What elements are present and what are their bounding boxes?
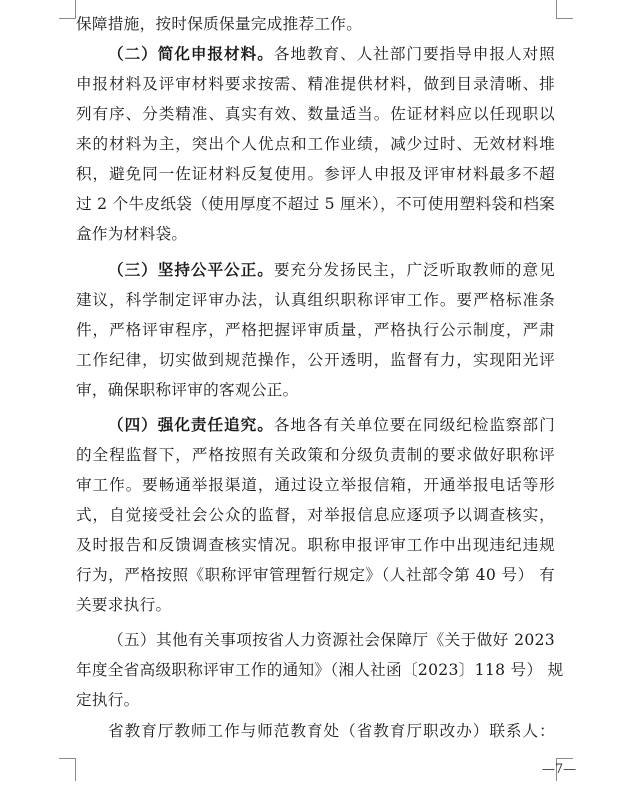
section-text: 各地各有关单位要在同级纪检监察部门 — [273, 416, 555, 434]
section-heading-line — [108, 39, 555, 69]
body-line: 建议，科学制定评审办法，认真组织职称评审工作。要严格标准条 — [76, 291, 555, 309]
body-line: 的全程监督下，严格按照有关政策和分级负责制的要求做好职称评 — [76, 446, 555, 464]
body-line: 审工作。要畅通举报渠道，通过设立举报信箱，开通举报电话等形 — [76, 476, 555, 494]
body-line: 关要求执行。 — [76, 596, 172, 614]
body-line: 及时报告和反馈调查核实情况。职称申报评审工作中出现违纪违规 — [76, 536, 555, 554]
section-heading: （二）简化申报材料。 — [108, 44, 274, 63]
body-line: （五）其他有关事项按省人力资源社会保障厅《关于做好 2023 — [108, 631, 555, 649]
section-text: 各地教育、人社部门要指导申报人对照 — [273, 45, 555, 63]
body-line: 申报材料及评审材料要求按需、精准提供材料，做到目录清晰、排 — [76, 75, 555, 93]
body-line: 列有序、分类精准、真实有效、数量适当。佐证材料应以任现职以 — [76, 105, 555, 123]
body-line: 来的材料为主，突出个人优点和工作业绩，减少过时、无效材料堆 — [76, 135, 555, 153]
body-line: 积，避免同一佐证材料反复使用。参评人申报及评审材料最多不超 — [76, 165, 555, 183]
body-line: 行为，严格按照《职称评审管理暂行规定》（人社部令第 40 号） 有 — [76, 566, 555, 584]
section-text: 要充分发扬民主，广泛听取教师的意见 — [273, 261, 555, 279]
section-heading-line — [108, 410, 555, 440]
section-heading-line — [108, 255, 555, 285]
body-line: 式，自觉接受社会公众的监督，对举报信息应逐项予以调查核实， — [76, 506, 555, 524]
body-line: 年度全省高级职称评审工作的通知》（湘人社函〔2023〕118 号） 规 — [76, 661, 564, 679]
body-line: 省教育厅教师工作与师范教育处（省教育厅职改办）联系人： — [108, 722, 555, 740]
section-heading: （三）坚持公平公正。 — [108, 260, 274, 279]
body-line: 工作纪律，切实做到规范操作，公开透明，监督有力，实现阳光评 — [76, 351, 555, 369]
crop-mark-top-left — [59, 0, 76, 19]
crop-mark-bottom-left — [59, 758, 76, 781]
crop-mark-top-right — [556, 0, 573, 19]
body-line: 盒作为材料袋。 — [76, 225, 188, 243]
page-number: —7— — [541, 762, 577, 777]
body-line: 定执行。 — [76, 691, 140, 709]
body-line: 过 2 个牛皮纸袋（使用厚度不超过 5 厘米），不可使用塑料袋和档案 — [76, 195, 555, 213]
body-line: 审，确保职称评审的客观公正。 — [76, 381, 299, 399]
body-line: 保障措施，按时保质保量完成推荐工作。 — [76, 15, 363, 33]
section-heading: （四）强化责任追究。 — [108, 415, 274, 434]
body-line: 件，严格评审程序，严格把握评审质量，严格执行公示制度，严肃 — [76, 321, 555, 339]
